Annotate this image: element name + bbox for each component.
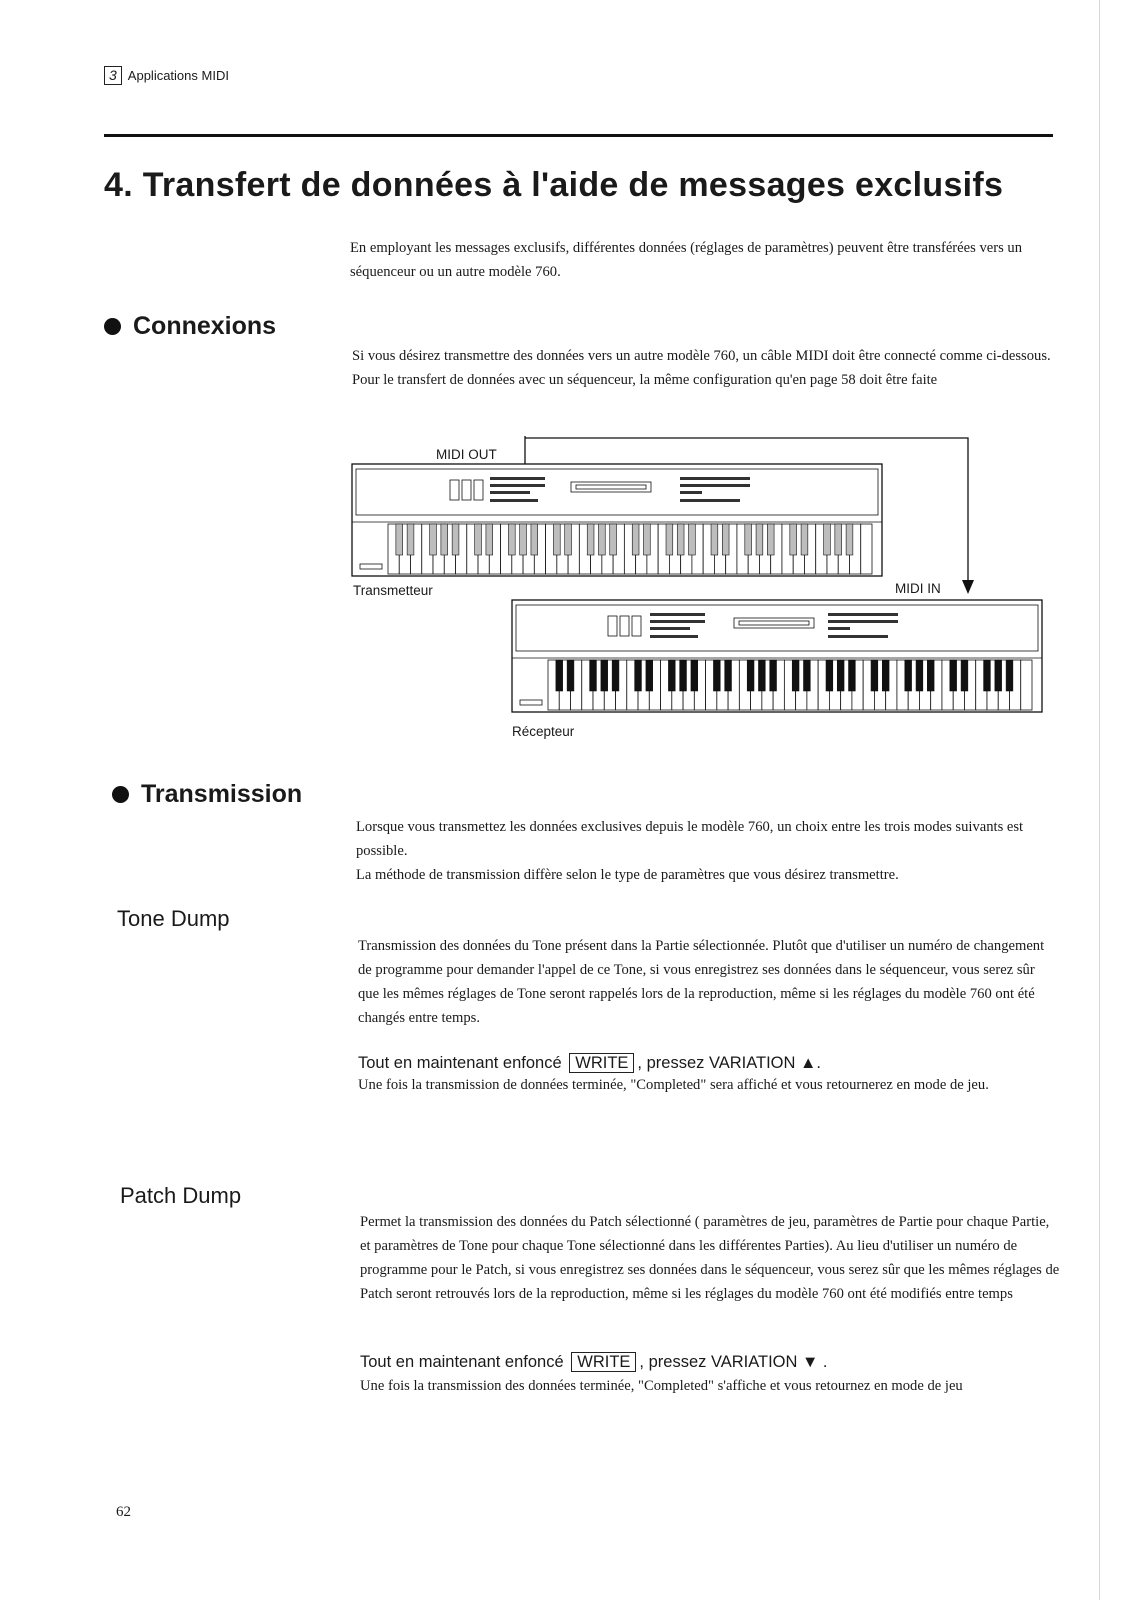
black-key — [680, 660, 687, 691]
black-key — [612, 660, 619, 691]
black-key — [747, 660, 754, 691]
transmission-line-1: Lorsque vous transmettez les données exclusives depuis le modèle 760, un choix entre les trois modes suivants est possible. — [356, 819, 1024, 859]
black-key — [804, 660, 811, 691]
black-key — [430, 524, 437, 555]
black-key — [567, 660, 574, 691]
transmitter-keyboard — [352, 464, 882, 576]
black-key — [837, 660, 844, 691]
bullet-icon — [112, 786, 129, 803]
black-key — [666, 524, 673, 555]
transmission-heading-text: Transmission — [141, 780, 303, 808]
arrow-down-icon — [962, 580, 974, 594]
instruction-prefix: Tout en maintenant enfoncé — [360, 1353, 564, 1371]
tone-dump-result: Une fois la transmission de données terminée, "Completed" sera affiché et vous retournerez en mode de jeu. — [358, 1077, 989, 1093]
black-key — [756, 524, 763, 555]
black-key — [677, 524, 684, 555]
patch-dump-result: Une fois la transmission des données terminée, "Completed" s'affiche et vous retournez en mode de jeu — [360, 1378, 963, 1394]
black-key — [905, 660, 912, 691]
black-key — [668, 660, 675, 691]
black-key — [790, 524, 797, 555]
transmission-paragraph — [356, 815, 1056, 887]
black-key — [927, 660, 934, 691]
black-key — [882, 660, 889, 691]
black-key — [871, 660, 878, 691]
black-key — [646, 660, 653, 691]
black-key — [407, 524, 414, 555]
black-key — [601, 660, 608, 691]
black-key — [553, 524, 560, 555]
black-key — [725, 660, 732, 691]
intro-paragraph: En employant les messages exclusifs, différentes données (réglages de paramètres) peuvent être transférées vers un séquenceur ou un autre modèle 760. — [350, 240, 1022, 280]
black-key — [587, 524, 594, 555]
write-key: WRITE — [569, 1053, 634, 1073]
patch-dump-heading: Patch Dump — [120, 1183, 242, 1208]
black-key — [644, 524, 651, 555]
black-key — [610, 524, 617, 555]
black-key — [826, 660, 833, 691]
black-key — [995, 660, 1002, 691]
black-key — [801, 524, 808, 555]
tone-dump-paragraph: Transmission des données du Tone présent dans la Partie sélectionnée. Plutôt que d'utiliser un numéro de changement de programme pour demander l'appel de ce Tone, si vous enregistrez ses données dans le séquenceur, vous serez sûr que les mêmes réglages de Tone seront rappelés lors de la reproduction, même si les réglages du modèle 760 ont été changés entre temps. — [358, 938, 1045, 1026]
black-key — [984, 660, 991, 691]
black-key — [713, 660, 720, 691]
midi-connection-diagram — [340, 430, 1060, 760]
black-key — [916, 660, 923, 691]
margin-line — [1099, 0, 1100, 1600]
black-key — [452, 524, 459, 555]
black-key — [531, 524, 538, 555]
black-key — [556, 660, 563, 691]
black-key — [598, 524, 605, 555]
black-key — [711, 524, 718, 555]
white-key — [861, 524, 872, 574]
chapter-label: Applications MIDI — [127, 68, 229, 83]
black-key — [635, 660, 642, 691]
midi-in-label: MIDI IN — [895, 581, 941, 596]
patch-dump-paragraph: Permet la transmission des données du Patch sélectionné ( paramètres de jeu, paramètres de Partie pour chaque Partie, et paramètres de Tone pour chaque Tone sélectionné dans les différentes Parties). Au lieu d'utiliser un numéro de programme pour le Patch, si vous enregistrez ses données dans le séquenceur, vous serez sûr que les mêmes réglages de Patch seront retrouvés lors de la reproduction, même si les réglages du modèle 760 ont été modifiés entre temps — [360, 1214, 1060, 1302]
black-key — [475, 524, 482, 555]
title-rule — [104, 134, 1053, 137]
black-key — [689, 524, 696, 555]
patch-dump-instruction — [360, 1353, 828, 1372]
black-key — [792, 660, 799, 691]
transmission-line-2: La méthode de transmission diffère selon le type de paramètres que vous désirez transmettre. — [356, 867, 899, 883]
connexions-heading-text: Connexions — [133, 312, 277, 340]
midi-out-label: MIDI OUT — [436, 447, 497, 462]
black-key — [770, 660, 777, 691]
black-key — [745, 524, 752, 555]
black-key — [508, 524, 515, 555]
black-key — [961, 660, 968, 691]
tone-dump-instruction — [358, 1054, 821, 1073]
black-key — [565, 524, 572, 555]
black-key — [824, 524, 831, 555]
black-key — [835, 524, 842, 555]
chapter-number: 3 — [104, 66, 122, 85]
instruction-suffix: , pressez VARIATION ▼ . — [639, 1353, 828, 1371]
transmission-heading — [112, 780, 302, 809]
instruction-prefix: Tout en maintenant enfoncé — [358, 1054, 562, 1072]
black-key — [691, 660, 698, 691]
transmitter-caption: Transmetteur — [353, 583, 433, 598]
bullet-icon — [104, 318, 121, 335]
black-key — [950, 660, 957, 691]
write-key: WRITE — [571, 1352, 636, 1372]
black-key — [632, 524, 639, 555]
chapter-header — [104, 66, 229, 85]
black-key — [590, 660, 597, 691]
black-key — [520, 524, 527, 555]
page-number: 62 — [116, 1504, 131, 1520]
black-key — [722, 524, 729, 555]
connexions-heading — [104, 312, 276, 341]
connexions-paragraph: Si vous désirez transmettre des données vers un autre modèle 760, un câble MIDI doit être connecté comme ci-dessous. Pour le transfert de données avec un séquenceur, la même configuration qu'en page 58 doit être faite — [352, 348, 1051, 388]
black-key — [758, 660, 765, 691]
black-key — [767, 524, 774, 555]
black-key — [846, 524, 853, 555]
page-title: 4. Transfert de données à l'aide de messages exclusifs — [104, 166, 1004, 204]
receiver-keyboard — [512, 600, 1042, 712]
black-key — [441, 524, 448, 555]
black-key — [849, 660, 856, 691]
white-key — [1021, 660, 1032, 710]
black-key — [1006, 660, 1013, 691]
black-key — [396, 524, 403, 555]
receiver-caption: Récepteur — [512, 724, 575, 739]
tone-dump-heading: Tone Dump — [117, 906, 230, 931]
instruction-suffix: , pressez VARIATION ▲. — [637, 1054, 821, 1072]
black-key — [486, 524, 493, 555]
